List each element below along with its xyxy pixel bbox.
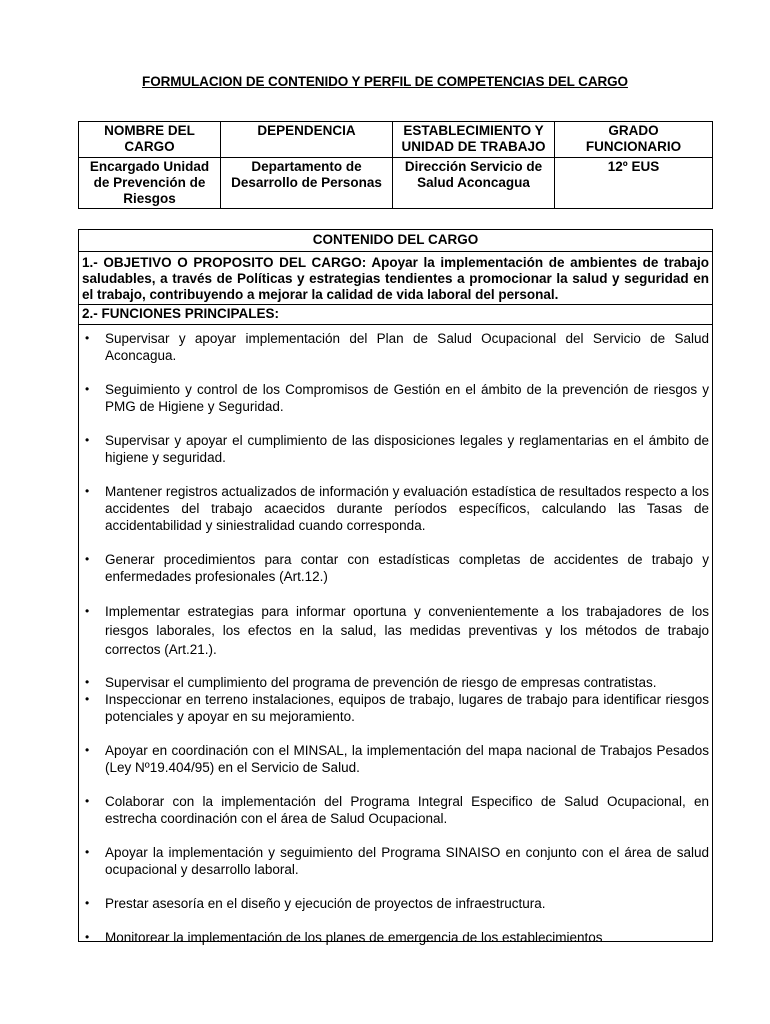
function-item: • Apoyar en coordinación con el MINSAL, la implementación del mapa nacional de Trabajos Pesados (Ley Nº19.404/95) en el Servicio de Salud. <box>79 742 712 776</box>
function-item: • Mantener registros actualizados de información y evaluación estadística de resultados respecto a los accidentes del trabajo acaecidos durante períodos específicos, calculando las Tasas de accidentabilidad y siniestralidad cuando corresponda. <box>79 483 712 534</box>
function-item: • Implementar estrategias para informar oportuna y convenientemente a los trabajadores de los riesgos laborales, los efectos en la salud, las medidas preventivas y los métodos de trabajo correctos (Art.21.). <box>79 602 712 659</box>
header-establecimiento: ESTABLECIMIENTO Y UNIDAD DE TRABAJO <box>393 122 555 158</box>
functions-title-text: 2.- FUNCIONES PRINCIPALES: <box>82 306 280 321</box>
function-item: • Supervisar y apoyar implementación del Plan de Salud Ocupacional del Servicio de Salud Aconcagua. <box>79 330 712 364</box>
document-title: FORMULACION DE CONTENIDO Y PERFIL DE COMPETENCIAS DEL CARGO <box>142 74 628 89</box>
function-item: • Monitorear la implementación de los planes de emergencia de los establecimientos <box>79 929 712 946</box>
header-cargo: NOMBRE DEL CARGO <box>79 122 221 158</box>
value-cargo: Encargado Unidad de Prevención de Riesgos <box>79 158 221 209</box>
position-table-header-row <box>79 122 713 158</box>
content-section-title: CONTENIDO DEL CARGO <box>79 230 712 252</box>
value-grado: 12º EUS <box>555 158 713 209</box>
content-box <box>78 229 713 945</box>
function-item: • Apoyar la implementación y seguimiento del Programa SINAISO en conjunto con el área de salud ocupacional y desarrollo laboral. <box>79 844 712 878</box>
function-item: • Colaborar con la implementación del Programa Integral Especifico de Salud Ocupacional, en estrecha coordinación con el área de Salud Ocupacional. <box>79 793 712 827</box>
value-dependencia: Departamento de Desarrollo de Personas <box>221 158 393 209</box>
header-grado: GRADO FUNCIONARIO <box>555 122 713 158</box>
functions-title <box>79 305 712 325</box>
function-item: • Seguimiento y control de los Compromisos de Gestión en el ámbito de la prevención de riesgos y PMG de Higiene y Seguridad. <box>79 381 712 415</box>
function-item: • Supervisar el cumplimiento del programa de prevención de riesgo de empresas contratistas. <box>79 674 712 691</box>
function-item: • Generar procedimientos para contar con estadísticas completas de accidentes de trabajo y enfermedades profesionales (Art.12.) <box>79 551 712 585</box>
value-establecimiento: Dirección Servicio de Salud Aconcagua <box>393 158 555 209</box>
header-dependencia: DEPENDENCIA <box>221 122 393 158</box>
function-item: • Prestar asesoría en el diseño y ejecución de proyectos de infraestructura. <box>79 895 712 912</box>
position-table <box>78 121 713 209</box>
function-item: • Supervisar y apoyar el cumplimiento de las disposiciones legales y reglamentarias en el ámbito de higiene y seguridad. <box>79 432 712 466</box>
objective-text: 1.- OBJETIVO O PROPOSITO DEL CARGO: Apoyar la implementación de ambientes de trabajo saludables, a través de Políticas y estrategias tendientes a promocionar la salud y seguridad en el trabajo, contribuyendo a mejorar la calidad de vida laboral del personal. <box>79 252 712 305</box>
functions-list <box>79 330 712 946</box>
position-table-value-row <box>79 158 713 209</box>
function-item: • Inspeccionar en terreno instalaciones, equipos de trabajo, lugares de trabajo para identificar riesgos potenciales y apoyar en su mejoramiento. <box>79 691 712 725</box>
